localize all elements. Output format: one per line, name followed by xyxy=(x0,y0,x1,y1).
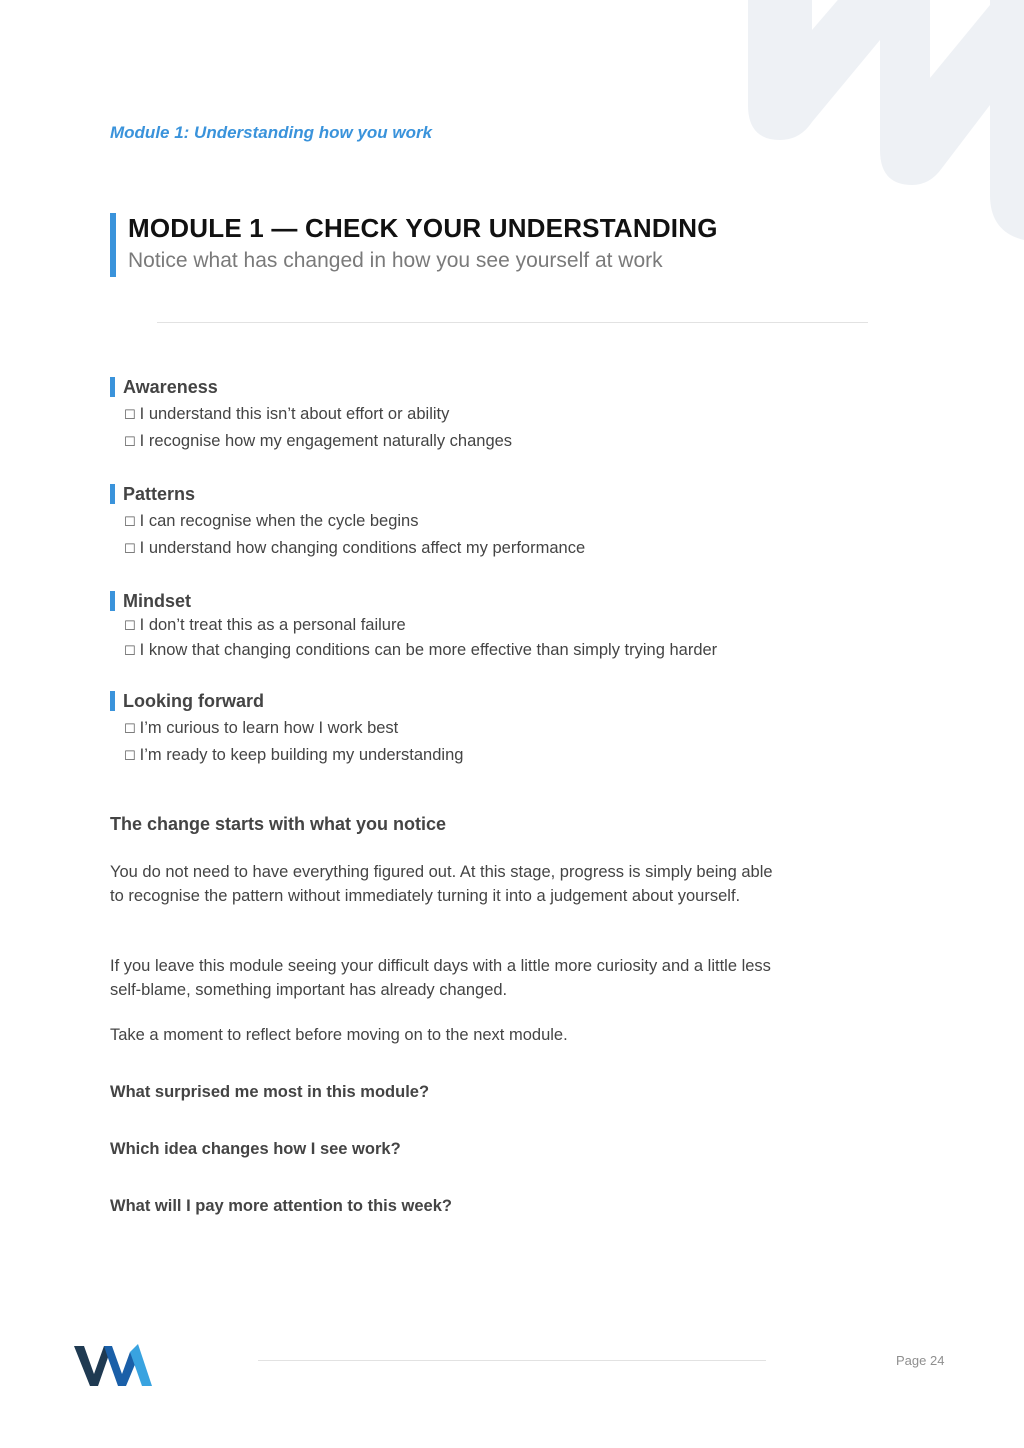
checkbox-icon[interactable]: ☐ xyxy=(124,407,136,422)
checkbox-icon[interactable]: ☐ xyxy=(124,721,136,736)
checklist-item-label: I can recognise when the cycle begins xyxy=(139,512,419,530)
closing-paragraph: If you leave this module seeing your difficult days with a little more curiosity and a little less self-blame, something important has already changed. xyxy=(110,957,771,999)
checklist-item[interactable] xyxy=(110,638,717,663)
checkbox-icon[interactable]: ☐ xyxy=(124,434,136,449)
section-patterns xyxy=(110,484,585,562)
title-divider xyxy=(157,322,868,323)
title-block xyxy=(110,213,718,277)
checkbox-icon[interactable]: ☐ xyxy=(124,643,136,658)
footer-divider xyxy=(258,1360,766,1361)
checklist-item-label: I understand how changing conditions affect my performance xyxy=(139,539,586,557)
section-heading: Awareness xyxy=(110,377,512,397)
page-title: MODULE 1 — CHECK YOUR UNDERSTANDING xyxy=(128,213,718,243)
section-awareness xyxy=(110,377,512,455)
checklist-item-label: I’m ready to keep building my understanding xyxy=(139,746,464,764)
section-heading: Looking forward xyxy=(110,691,463,711)
checklist-item[interactable] xyxy=(110,428,512,455)
checklist-item-label: I’m curious to learn how I work best xyxy=(139,719,399,737)
checkbox-icon[interactable]: ☐ xyxy=(124,748,136,763)
section-looking-forward xyxy=(110,691,463,769)
closing-heading: The change starts with what you notice xyxy=(110,814,447,834)
reflection-question: Which idea changes how I see work? xyxy=(110,1140,401,1158)
section-heading: Patterns xyxy=(110,484,585,504)
checkbox-icon[interactable]: ☐ xyxy=(124,514,136,529)
checklist-item[interactable] xyxy=(110,401,512,428)
checklist-item[interactable] xyxy=(110,742,463,769)
checklist-item-label: I understand this isn’t about effort or ability xyxy=(139,405,450,423)
checkbox-icon[interactable]: ☐ xyxy=(124,541,136,556)
closing-paragraph: Take a moment to reflect before moving on to the next module. xyxy=(110,1026,568,1044)
checkbox-icon[interactable]: ☐ xyxy=(124,618,136,633)
checklist-item[interactable] xyxy=(110,715,463,742)
checklist-item[interactable] xyxy=(110,535,585,562)
checklist-item-label: I don’t treat this as a personal failure xyxy=(139,616,406,634)
section-mindset xyxy=(110,591,717,663)
closing-paragraph: You do not need to have everything figured out. At this stage, progress is simply being able to recognise the pattern without immediately turning it into a judgement about yourself. xyxy=(110,863,773,905)
checklist-item[interactable] xyxy=(110,508,585,535)
wm-logo-icon xyxy=(72,1340,154,1388)
module-label: Module 1: Understanding how you work xyxy=(110,123,433,142)
page-subtitle: Notice what has changed in how you see yourself at work xyxy=(128,249,663,272)
reflection-question: What surprised me most in this module? xyxy=(110,1083,430,1101)
checklist-item-label: I recognise how my engagement naturally changes xyxy=(139,432,513,450)
page-number: Page 24 xyxy=(896,1353,945,1368)
checklist-item[interactable] xyxy=(110,613,717,638)
checklist-item-label: I know that changing conditions can be more effective than simply trying harder xyxy=(139,641,718,659)
reflection-question: What will I pay more attention to this week? xyxy=(110,1197,452,1215)
section-heading: Mindset xyxy=(110,591,717,611)
